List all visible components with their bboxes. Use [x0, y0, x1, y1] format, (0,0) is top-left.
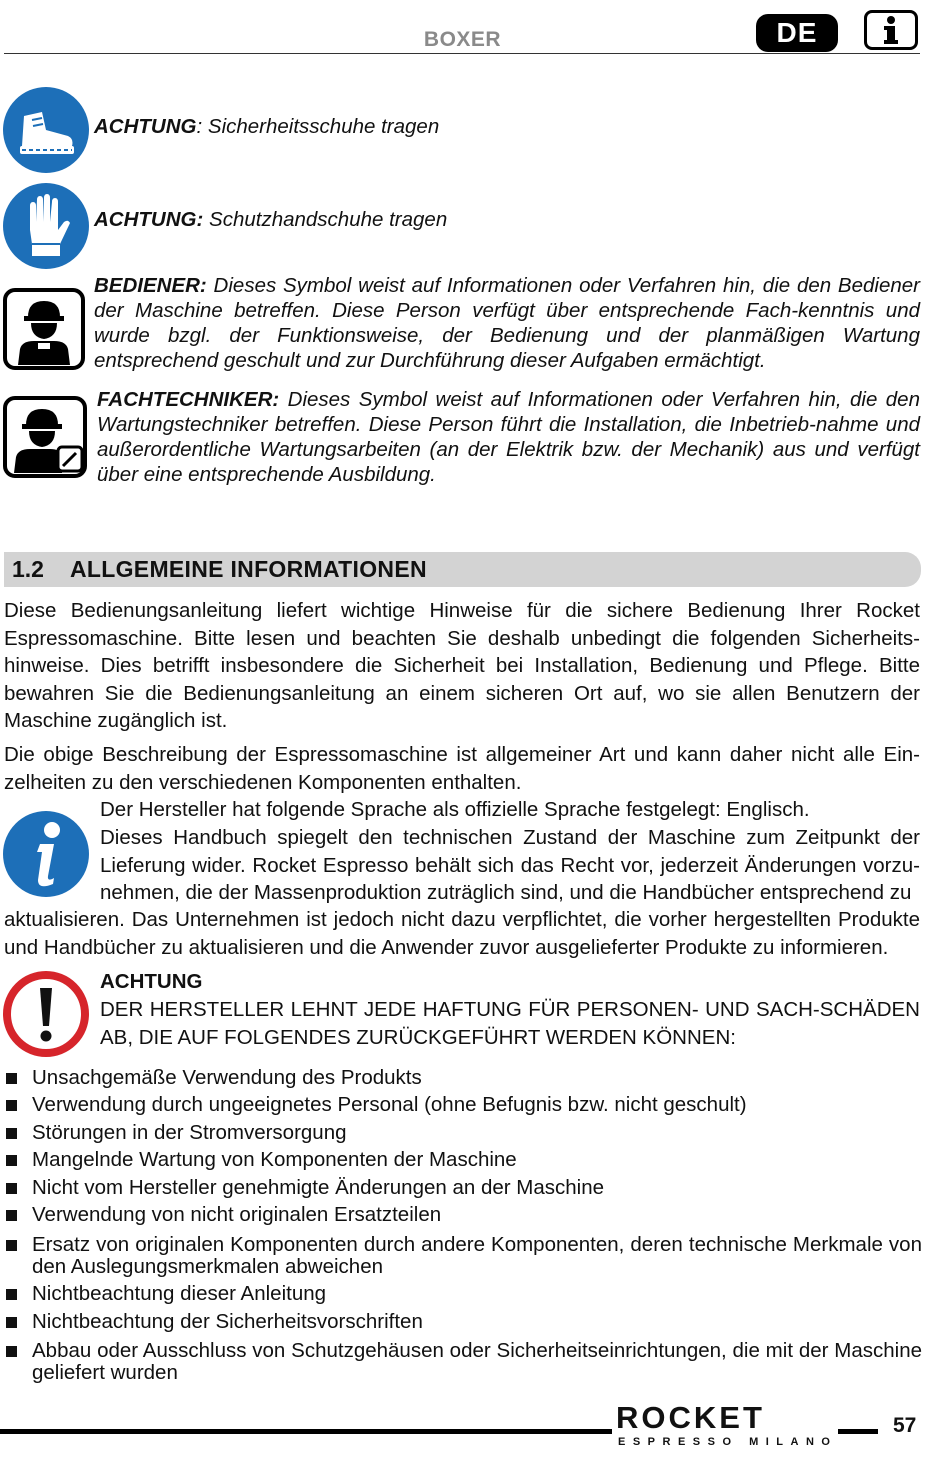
- paragraph-description: Die obige Beschreibung der Espressomaschine ist allgemeiner Art und kann daher nicht alle Ein-zelheiten zu den verschiedenen Komponenten enthalten.: [4, 743, 920, 794]
- safety-shoes-icon: [2, 86, 90, 179]
- gloves-icon: [2, 182, 90, 275]
- page-number: 57: [893, 1414, 917, 1437]
- header-rule: [4, 53, 920, 54]
- rocket-logo-subtitle: ESPRESSO MILANO: [618, 1436, 838, 1448]
- caution-title: ACHTUNG: [100, 970, 203, 993]
- operator-description: BEDIENER: Dieses Symbol weist auf Informationen oder Verfahren hin, die den Bediener der Maschine betreffen. Diese Person verfügt über entsprechende Fach-kenntnis und wurde bzgl. der Funktionsweise, der Bedienung und der planmäßigen Wartung entsprechend geschult und zur Durchführung dieser Aufgaben ermächtigt.: [94, 274, 920, 372]
- section-number: 1.2: [12, 556, 44, 582]
- technician-description: FACHTECHNIKER: Dieses Symbol weist auf Informationen oder Verfahren hin, die den Wartungstechniker betreffen. Diese Person führt die Installation, die Inbetrieb-nahme und außerordentliche Wartungsarbeiten (an der Elektrik bzw. der Mechanik) aus und verfügt über eine entsprechende Ausbildung.: [97, 388, 920, 486]
- footer-rule-left: [0, 1429, 612, 1434]
- warning-gloves: ACHTUNG: Schutzhandschuhe tragen: [94, 208, 448, 231]
- footer-rule-right: [838, 1429, 878, 1434]
- info-note-continuation: aktualisieren. Das Unternehmen ist jedoch nicht dazu verpflichtet, die vorher hergestellten Produkte und Handbücher zu aktualisieren und die Anwender zuvor ausgelieferter Produkte zu informieren.: [4, 908, 920, 959]
- info-note-manual-state: Dieses Handbuch spiegelt den technischen Zustand der Maschine zum Zeitpunkt der Lieferung wider. Rocket Espresso behält sich das Recht vor, jederzeit Änderungen vorzu-nehmen, die der Massenproduktion zuträglich sind, und die Handbücher entsprechend zu: [100, 826, 920, 904]
- info-icon: [2, 810, 90, 903]
- caution-text: DER HERSTELLER LEHNT JEDE HAFTUNG FÜR PERSONEN- UND SACH-SCHÄDEN AB, DIE AUF FOLGENDES ZURÜCKGEFÜHRT WERDEN KÖNNEN:: [100, 998, 920, 1049]
- warning-safety-shoes: ACHTUNG: Sicherheitsschuhe tragen: [94, 115, 440, 138]
- operator-icon: [2, 287, 86, 376]
- document-title: BOXER: [423, 28, 502, 51]
- section-title: ALLGEMEINE INFORMATIONEN: [70, 556, 427, 582]
- technician-icon: [2, 395, 88, 484]
- rocket-logo: ROCKET: [616, 1400, 765, 1435]
- info-badge-icon: [864, 10, 918, 50]
- info-note-language: Der Hersteller hat folgende Sprache als offizielle Sprache festgelegt: Englisch.: [100, 798, 810, 821]
- paragraph-intro: Diese Bedienungsanleitung liefert wichtige Hinweise für die sichere Bedienung Ihrer Rocket Espressomaschine. Bitte lesen und beachten Sie deshalb unbedingt die folgenden Sicherheits-hinweise. Dies betrifft insbesondere die Sicherheit bei Installation, Bedienung und Pflege. Bitte bewahren Sie die Bedienungsanleitung an einem sicheren Ort auf, wo sie allen Benutzern der Maschine zugänglich ist.: [4, 599, 920, 732]
- language-badge: DE: [756, 14, 838, 52]
- exclamation-warning-icon: [2, 970, 90, 1063]
